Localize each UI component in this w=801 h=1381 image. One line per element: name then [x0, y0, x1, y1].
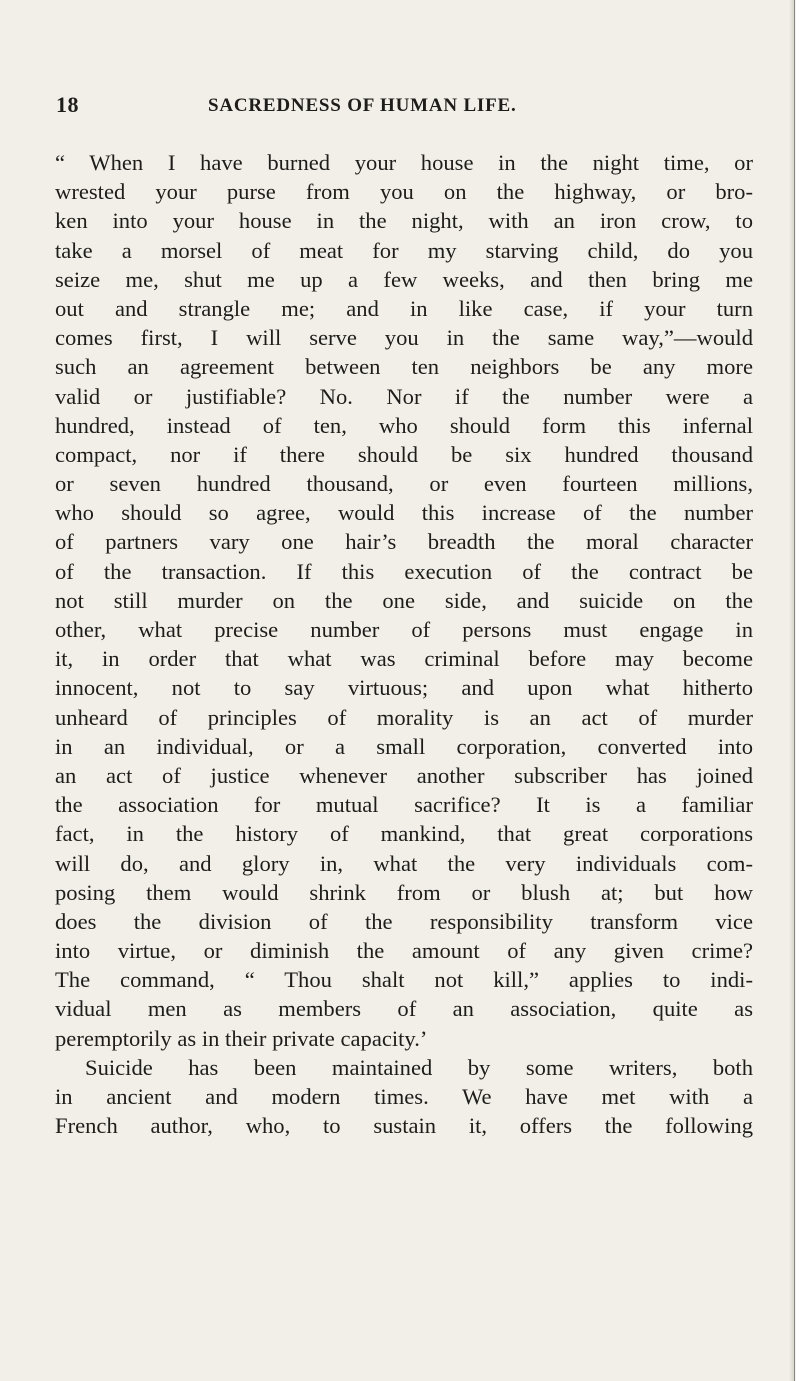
text-line: valid or justifiable? No. Nor if the number were a: [55, 383, 753, 409]
text-line: The command, “ Thou shalt not kill,” applies to indi-: [55, 967, 753, 993]
text-line: hundred, instead of ten, who should form this infernal: [55, 412, 753, 438]
text-line: out and strangle me; and in like case, if your turn: [55, 295, 753, 321]
text-line: innocent, not to say virtuous; and upon what hitherto: [55, 675, 753, 701]
page-edge-line: [794, 0, 795, 1381]
page-header: [56, 92, 752, 126]
text-line: in ancient and modern times. We have met with a: [55, 1084, 753, 1109]
text-line: posing them would shrink from or blush at; but how: [55, 879, 753, 905]
page-edge: [789, 0, 801, 1381]
text-line: of partners vary one hair’s breadth the moral character: [55, 529, 753, 555]
text-line: who should so agree, would this increase of the number: [55, 500, 753, 526]
text-line: into virtue, or diminish the amount of any given crime?: [55, 938, 753, 964]
body-text: [55, 148, 753, 1140]
text-line: other, what precise number of persons must engage in: [55, 617, 753, 642]
text-line: “ When I have burned your house in the night time, or: [55, 150, 753, 175]
text-line: wrested your purse from you on the highway, or bro-: [55, 179, 753, 205]
page-number: 18: [56, 92, 79, 117]
text-line: it, in order that what was criminal before may become: [55, 646, 753, 672]
text-line: comes first, I will serve you in the same way,”—would: [55, 325, 753, 351]
text-line: Suicide has been maintained by some writers, both: [85, 1054, 753, 1080]
text-line: vidual men as members of an association, quite as: [55, 996, 753, 1022]
text-line: the association for mutual sacrifice? It is a familiar: [55, 792, 753, 818]
text-line: does the division of the responsibility transform vice: [55, 908, 753, 934]
text-line: an act of justice whenever another subscriber has joined: [55, 762, 753, 788]
text-line: fact, in the history of mankind, that great corporations: [55, 821, 753, 847]
text-line: French author, who, to sustain it, offers the following: [55, 1113, 753, 1139]
text-line: ken into your house in the night, with an iron crow, to: [55, 208, 753, 234]
text-line: unheard of principles of morality is an act of murder: [55, 704, 753, 730]
text-line: will do, and glory in, what the very individuals com-: [55, 850, 753, 876]
text-line: take a morsel of meat for my starving child, do you: [55, 237, 753, 263]
text-line: seize me, shut me up a few weeks, and then bring me: [55, 266, 753, 292]
text-line: or seven hundred thousand, or even fourteen millions,: [55, 471, 753, 497]
text-line: in an individual, or a small corporation, converted into: [55, 733, 753, 759]
text-line: peremptorily as in their private capacity.’: [55, 1025, 428, 1051]
text-line: not still murder on the one side, and suicide on the: [55, 587, 753, 613]
text-line: of the transaction. If this execution of the contract be: [55, 558, 753, 584]
text-line: compact, nor if there should be six hundred thousand: [55, 441, 753, 467]
running-head: SACREDNESS OF HUMAN LIFE.: [208, 95, 517, 116]
text-line: such an agreement between ten neighbors be any more: [55, 354, 753, 380]
